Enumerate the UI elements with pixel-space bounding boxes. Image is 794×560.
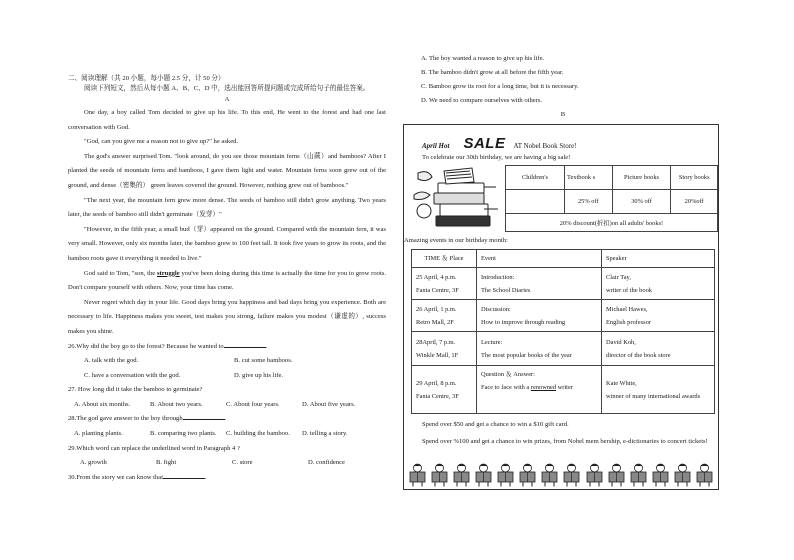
option[interactable]: C. store [232,459,253,467]
disc-value: 30% off [612,190,671,214]
passage-paragraph: Never regret which day in your life. Good days bring you happiness and bad days bring you experience. Both are necessary to life. Happiness makes you sweet, test makes you strong, failure makes you modest（谦虚的）, success makes you shine. [68,298,386,335]
disc-value: 25% off [564,190,612,214]
question-30: 30.From the story we can know that . [68,471,386,486]
answer-blank [224,340,266,348]
option[interactable]: A. The boy wanted a reason to give up his life. [421,55,545,62]
answer-blank [183,412,225,420]
option[interactable]: B. About two years. [150,400,203,408]
events-header: Speaker [602,250,715,268]
option[interactable]: A. talk with the god. [84,357,139,365]
disc-header: Children's [506,166,565,190]
events-header: TIME ＆ Place [412,250,477,268]
events-intro: Amazing events in our birthday month: [404,237,508,244]
reader-figure-icon [518,463,537,487]
reader-figure-icon [673,463,692,487]
option[interactable]: A. planting plants. [74,430,123,438]
passage-paragraph: "The next year, the mountain fern grew more dense. The seeds of bamboo still didn't grow anything. Two years later, the seeds of bamboo still didn't germinate（发芽）" [68,196,386,219]
reader-figure-icon [651,463,670,487]
question-26: 26.Why did the boy go to the forest? Because he wanted to . [68,340,386,355]
option[interactable]: B. comparing two plants. [150,430,217,438]
option[interactable]: D. confidence [308,459,345,467]
books-illustration [410,165,502,229]
option[interactable]: D. We need to compare ourselves with others. [421,97,543,104]
april-hot-label: April Hot [422,142,450,150]
passage-paragraph: "God, can you give me a reason not to give up?" he asked. [84,138,239,146]
reader-figure-icon [540,463,559,487]
options-26 [68,354,386,369]
disc-header: Textbook s [564,166,612,190]
option[interactable]: C. About four years. [226,400,280,408]
reader-figure-icon [408,463,427,487]
options-27 [68,398,386,413]
p6-after: you've been doing during this time is actually the time for you to grow roots. Don't compare yourself with others. Now, your time has come. [68,269,386,292]
reader-figure-icon [496,463,515,487]
underlined-word: renowned [530,384,557,391]
sale-subtitle: To celebrate our 30th birthday, we are having a big sale! [422,154,571,161]
question-27: 27. How long did it take the bamboo to germinate? [68,386,203,394]
section-heading: 二、阅读理解（共 20 小题，每小题 2.5 分，计 50 分） [68,75,225,82]
question-29: 29.Which word can replace the underlined word in Paragraph 4 ? [68,444,240,452]
options-29 [68,456,386,471]
disc-header: Picture books [612,166,671,190]
reader-figure-icon [562,463,581,487]
option[interactable]: A. growth [80,459,107,467]
event-row: 29 April, 8 p.m. Fanta Centre, 3F Question ＆ Answer: Face to face with a renowned writer Kate White, winner of many international awards [412,366,715,414]
option[interactable]: D. About five years. [302,400,356,408]
sale-title: SALE [463,135,506,152]
underlined-word: struggle [156,269,180,277]
left-column [68,74,386,485]
question-28: 28.The god gave answer to the boy through . [68,412,386,427]
disc-footer: 20% discount(折扣)on all adults' books! [506,214,718,232]
disc-value: 20%off [671,190,718,214]
option[interactable]: B. The bamboo didn't grow at all before the fifth year. [421,69,564,76]
event-row: 28April, 7 p.m. Winkle Mall, 1F Lecture: The most popular books of the year David Koh, director of the book store [412,332,715,366]
option[interactable]: C. building the bamboo. [226,430,290,438]
option[interactable]: B. fight [156,459,177,467]
event-row: 25 April, 4 p.m. Fanta Centre, 3F Introduction: The School Diaries Clair Tay, writer of the book [412,268,715,300]
discount-table [505,165,718,232]
passage-a-label: A [224,96,230,103]
events-header: Event [477,250,602,268]
events-table [411,249,715,414]
passage-paragraph [68,267,386,296]
options-28 [68,427,386,442]
option[interactable]: D. telling a story. [302,430,348,438]
option[interactable]: C. have a conversation with the god. [84,371,181,379]
reader-figure-icon [430,463,449,487]
gift-card-offer: Spend over $50 and get a chance to win a $10 gift card. [422,421,569,428]
passage-paragraph: One day, a boy called Tom decided to give up his life. To this end, He went to the forest and had one last conversation with God. [68,109,386,131]
option[interactable]: C. Bamboo grow its root for a long time, but it is necessary. [421,83,579,90]
reader-figure-icon [607,463,626,487]
reader-figure-icon [474,463,493,487]
prize-offer: Spend over %100 and get a chance to win prizes, from Nobel mem bership, e-dictionaries to concert tickets! [422,438,708,445]
passage-b-label: B [560,111,566,118]
passage-paragraph: The god's answer surprised Tom. "look around, do you see those mountain ferns（山蕨）and bamboos? After I planted the seeds of mountain ferns and bamboos, I gave them light and water. Mountain ferns soon grew out of the ground, and dense（密集的） green leaves covered the ground. However, nothing grew out of bamboos." [68,152,386,189]
reader-figure-icon [629,463,648,487]
p6-before: God said to Tom, "son, the [84,269,157,277]
options-26b [68,369,386,384]
disc-header: Story books [671,166,718,190]
right-column [403,52,723,122]
option[interactable]: B. cut some bamboos. [234,357,293,365]
option[interactable]: D. give up his life. [234,371,284,379]
event-row: 26 April, 1 p.m. Retro Mall, 2F Discussion: How to improve through reading Michael Hawes, English professor [412,300,715,332]
reader-figure-icon [452,463,471,487]
section-instruction: 阅读下列短文，然后从每小题 A、B、C、D 中，选出能回答所提问题或完成所给句子的最佳答案。 [84,85,370,92]
store-label: AT Nobel Book Store! [513,142,577,150]
sale-advertisement [403,124,719,490]
reader-figure-icon [585,463,604,487]
reader-figure-icon [695,463,714,487]
sale-title-row [422,135,577,152]
passage-paragraph: "However, in the fifth year, a small bud（芽）appeared on the ground. Compared with the mountain fern, it was very small. However, only six months later, the bamboo grew to 100 feet tall. It took five years to grow its roots, and the bamboo roots gave it everything it needed to live." [68,225,386,262]
answer-blank [163,471,205,479]
option[interactable]: A. About six months. [74,400,131,408]
readers-illustration [408,463,714,487]
